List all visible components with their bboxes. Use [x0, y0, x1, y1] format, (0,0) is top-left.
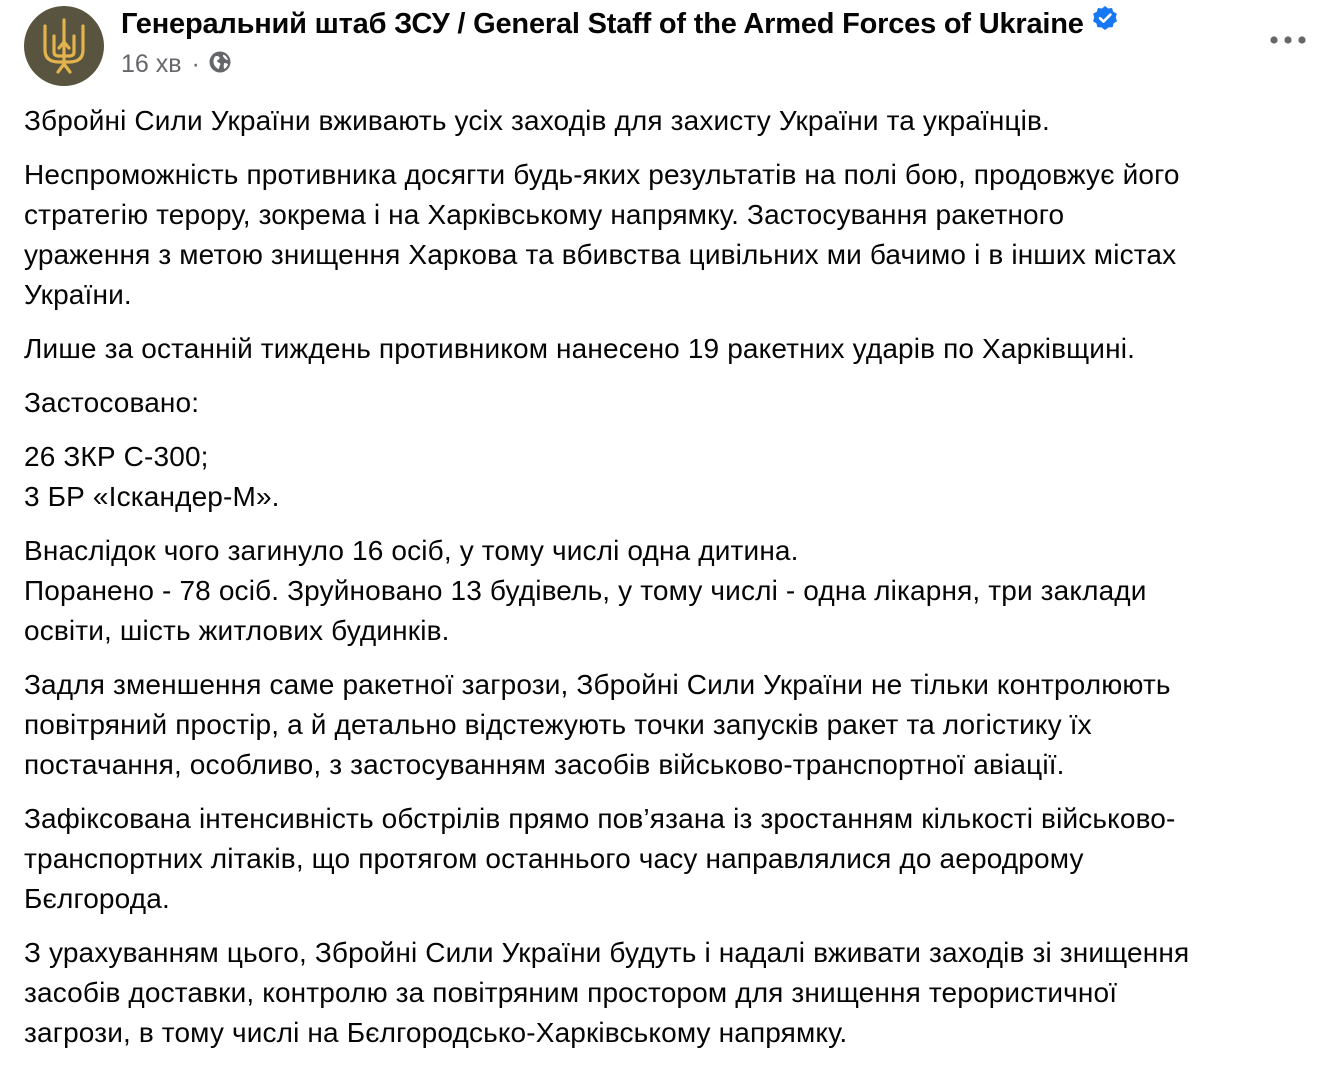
- post-text-line: засобів доставки, контролю за повітряним простором для знищення терористичної: [24, 977, 1118, 1008]
- post-text-line: Задля зменшення саме ракетної загрози, Збройні Сили України не тільки контролюють: [24, 669, 1171, 700]
- post-timestamp[interactable]: 16 хв: [121, 50, 182, 78]
- post-paragraph: [24, 531, 1324, 651]
- post-text-line: України.: [24, 279, 132, 310]
- post-paragraph: [24, 329, 1324, 369]
- post-text-line: Лише за останній тиждень противником нанесено 19 ракетних ударів по Харківщині.: [24, 333, 1136, 364]
- post-text-line: 26 ЗКР С-300;: [24, 441, 209, 472]
- post-text-line: Зафіксована інтенсивність обстрілів прямо пов’язана із зростанням кількості військово-: [24, 803, 1176, 834]
- more-options-button[interactable]: [1262, 22, 1314, 58]
- post-text-line: транспортних літаків, що протягом останнього часу направлялися до аеродрому: [24, 843, 1084, 874]
- post-text-line: загрози, в тому числі на Бєлгородсько-Харківському напрямку.: [24, 1017, 848, 1048]
- post-meta: [121, 48, 232, 81]
- post-text-line: Застосовано:: [24, 387, 200, 418]
- meta-separator: ·: [191, 50, 200, 78]
- post-text-line: Поранено - 78 осіб. Зруйновано 13 будівель, у тому числі - одна лікарня, три заклади: [24, 575, 1147, 606]
- more-options-icon: [1268, 35, 1308, 45]
- globe-icon[interactable]: [208, 50, 232, 81]
- post-text-line: повітряний простір, а й детально відстежують точки запусків ракет та логістику їх: [24, 709, 1092, 740]
- post-text-line: Бєлгорода.: [24, 883, 170, 914]
- verified-badge-icon: [1092, 5, 1118, 39]
- post-text-line: Неспроможність противника досягти будь-яких результатів на полі бою, продовжує його: [24, 159, 1180, 190]
- post-header: [0, 0, 1340, 92]
- page-avatar[interactable]: [24, 6, 104, 86]
- post-text-line: Внаслідок чого загинуло 16 осіб, у тому числі одна дитина.: [24, 535, 799, 566]
- post-text-line: Збройні Сили України вживають усіх заходів для захисту України та українців.: [24, 105, 1050, 136]
- post-text-line: З урахуванням цього, Збройні Сили України будуть і надалі вживати заходів зі знищення: [24, 937, 1190, 968]
- post-text-line: стратегію терору, зокрема і на Харківському напрямку. Застосування ракетного: [24, 199, 1065, 230]
- post-paragraph: [24, 799, 1324, 919]
- page-name-label[interactable]: Генеральний штаб ЗСУ / General Staff of the Armed Forces of Ukraine: [121, 8, 1084, 40]
- trident-emblem-icon: [41, 18, 87, 74]
- post-paragraph: [24, 933, 1324, 1053]
- post-text-line: 3 БР «Іскандер-М».: [24, 481, 280, 512]
- page-name[interactable]: [121, 8, 1118, 42]
- post-paragraph: [24, 101, 1324, 141]
- post-text-line: ураження з метою знищення Харкова та вбивства цивільних ми бачимо і в інших містах: [24, 239, 1177, 270]
- post-text: [24, 101, 1324, 1067]
- post-paragraph: [24, 437, 1324, 517]
- post-paragraph: [24, 383, 1324, 423]
- post-paragraph: [24, 665, 1324, 785]
- post-text-line: освіти, шість житлових будинків.: [24, 615, 450, 646]
- post-paragraph: [24, 155, 1324, 315]
- post-text-line: постачання, особливо, з застосуванням засобів військово-транспортної авіації.: [24, 749, 1065, 780]
